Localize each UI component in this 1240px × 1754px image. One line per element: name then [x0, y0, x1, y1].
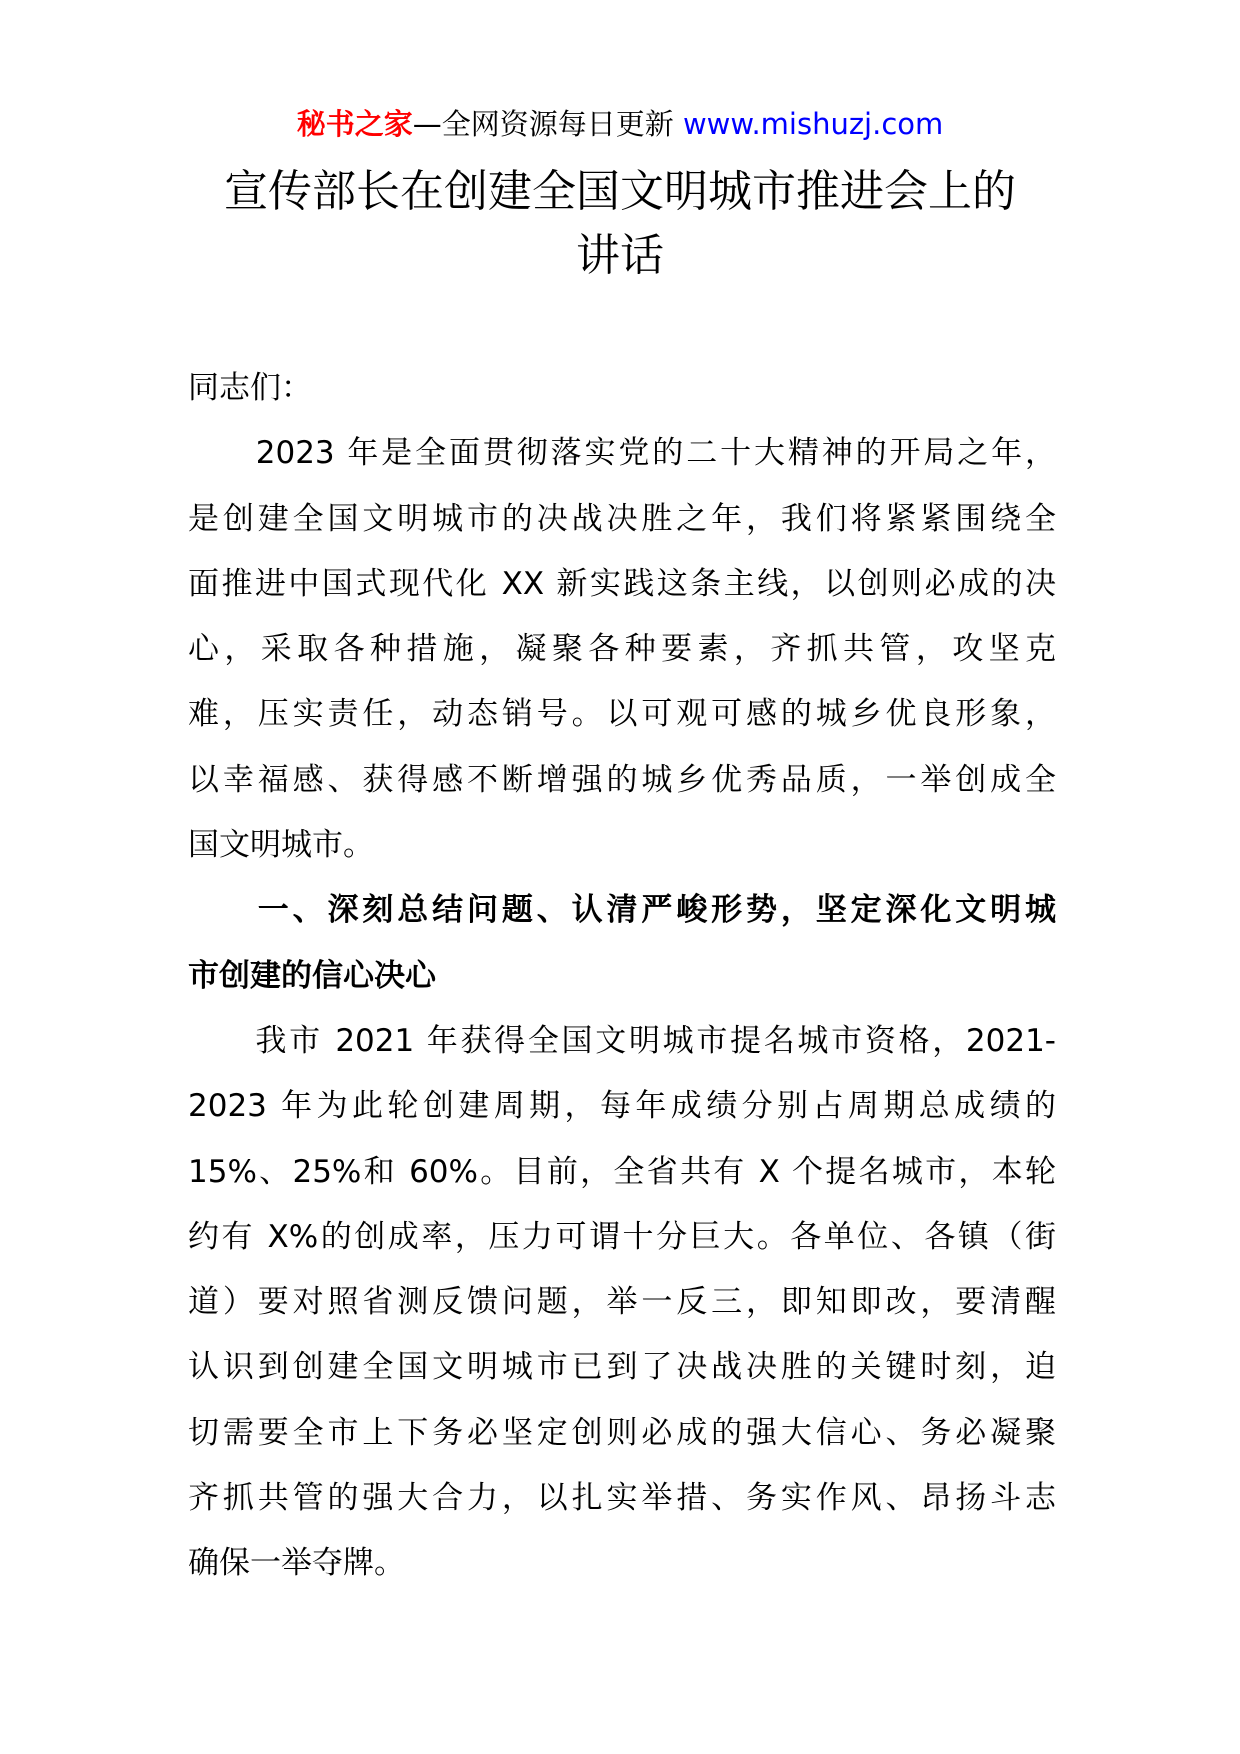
text-line: 是创建全国文明城市的决战决胜之年，我们将紧紧围绕全 — [188, 500, 1056, 537]
text-line: 国文明城市。 — [188, 827, 374, 864]
text-line: 认识到创建全国文明城市已到了决战决胜的关键时刻，迫 — [188, 1349, 1056, 1386]
paragraph-2 — [188, 1009, 1056, 1597]
title-line-2: 讲话 — [576, 230, 664, 281]
text-line: 切需要全市上下务必坚定创则必成的强大信心、务必凝聚 — [188, 1414, 1056, 1451]
text-line: 15%、25%和 60%。目前，全省共有 X 个提名城市，本轮 — [188, 1153, 1056, 1190]
site-header — [0, 100, 1240, 148]
salutation: 同志们： — [188, 370, 312, 406]
title-line-1: 宣传部长在创建全国文明城市推进会上的 — [224, 166, 1016, 217]
document-title — [190, 160, 1050, 288]
text-line: 约有 X%的创成率，压力可谓十分巨大。各单位、各镇（街 — [188, 1218, 1056, 1255]
brand-slogan: —全网资源每日更新 — [412, 107, 683, 141]
text-line: 面推进中国式现代化 XX 新实践这条主线，以创则必成的决 — [188, 565, 1056, 602]
text-line: 难，压实责任，动态销号。以可观可感的城乡优良形象， — [188, 696, 1056, 733]
site-url-link[interactable]: www.mishuzj.com — [682, 107, 944, 141]
text-line: 2023 年是全面贯彻落实党的二十大精神的开局之年， — [188, 435, 1056, 472]
text-line: 心，采取各种措施，凝聚各种要素，齐抓共管，攻坚克 — [188, 631, 1056, 668]
text-line: 以幸福感、获得感不断增强的城乡优秀品质，一举创成全 — [188, 761, 1056, 798]
heading-line: 一、深刻总结问题、认清严峻形势，坚定深化文明城 — [188, 892, 1056, 929]
heading-line: 市创建的信心决心 — [188, 957, 436, 994]
brand-name: 秘书之家 — [296, 107, 413, 141]
document-body — [188, 356, 1056, 1597]
paragraph-1 — [188, 421, 1056, 878]
text-line: 我市 2021 年获得全国文明城市提名城市资格，2021- — [188, 1022, 1056, 1059]
section-1-heading — [188, 878, 1056, 1009]
text-line: 道）要对照省测反馈问题，举一反三，即知即改，要清醒 — [188, 1284, 1056, 1321]
text-line: 2023 年为此轮创建周期，每年成绩分别占周期总成绩的 — [188, 1088, 1056, 1125]
text-line: 齐抓共管的强大合力，以扎实举措、务实作风、昂扬斗志 — [188, 1480, 1056, 1517]
text-line: 确保一举夺牌。 — [188, 1545, 405, 1582]
